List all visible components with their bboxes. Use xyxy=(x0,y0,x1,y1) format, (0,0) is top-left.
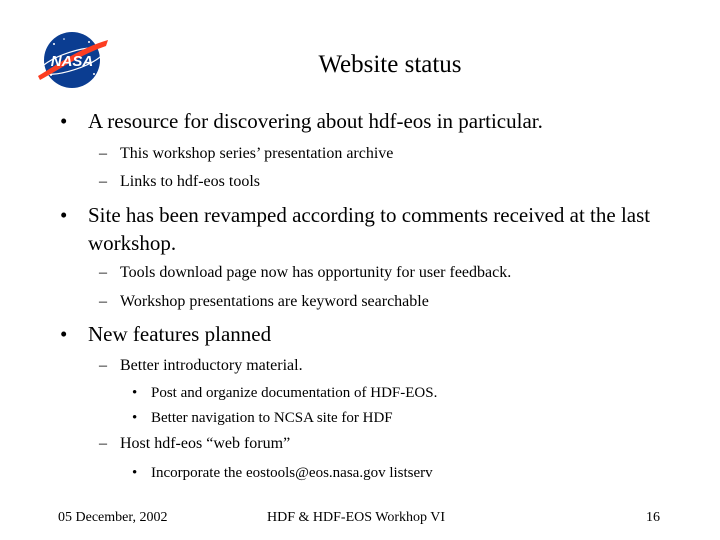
bullet-2-sub-1-text: Tools download page now has opportunity for user feedback. xyxy=(120,264,512,281)
bullet-3-text: New features planned xyxy=(88,322,272,346)
bullet-2-sub-2 xyxy=(99,292,429,312)
bullet-3-sub-1-item-2-text: Better navigation to NCSA site for HDF xyxy=(151,410,393,426)
bullet-3-sub-2-item-1 xyxy=(132,463,433,483)
bullet-3-sub-2-text: Host hdf-eos “web forum” xyxy=(120,435,291,452)
dash-glyph: – xyxy=(99,435,107,452)
bullet-1-sub-1-text: This workshop series’ presentation archive xyxy=(120,145,394,162)
bullet-1 xyxy=(60,107,543,135)
bullet-3-sub-1-item-1 xyxy=(132,383,438,403)
bullet-3-sub-1-item-2 xyxy=(132,408,393,428)
bullet-glyph: • xyxy=(132,410,138,426)
bullet-glyph: • xyxy=(60,109,68,133)
dash-glyph: – xyxy=(99,145,107,162)
page-number: 16 xyxy=(646,510,660,525)
bullet-3 xyxy=(60,320,272,348)
nasa-logo-text: NASA xyxy=(50,53,94,70)
bullet-2-text: Site has been revamped according to comments received at the last workshop. xyxy=(88,203,651,255)
bullet-3-sub-2-item-1-text: Incorporate the eostools@eos.nasa.gov listserv xyxy=(151,465,433,481)
dash-glyph: – xyxy=(99,293,107,310)
dash-glyph: – xyxy=(99,173,107,190)
slide-title: Website status xyxy=(318,51,462,78)
bullet-3-sub-1 xyxy=(99,356,303,376)
footer-title: HDF & HDF-EOS Workhop VI xyxy=(267,510,446,525)
bullet-glyph: • xyxy=(132,385,138,401)
bullet-2-sub-1 xyxy=(99,263,512,283)
footer-date: 05 December, 2002 xyxy=(58,510,168,525)
bullet-1-sub-2-text: Links to hdf-eos tools xyxy=(120,173,260,190)
dash-glyph: – xyxy=(99,357,107,374)
bullet-1-text: A resource for discovering about hdf-eos in particular. xyxy=(88,109,543,133)
bullet-glyph: • xyxy=(60,203,68,227)
bullet-2-sub-2-text: Workshop presentations are keyword searchable xyxy=(120,293,429,310)
dash-glyph: – xyxy=(99,264,107,281)
bullet-3-sub-1-text: Better introductory material. xyxy=(120,357,303,374)
bullet-glyph: • xyxy=(132,465,138,481)
bullet-3-sub-2 xyxy=(99,434,291,454)
nasa-logo xyxy=(34,30,110,90)
bullet-1-sub-1 xyxy=(99,144,394,164)
bullet-3-sub-1-item-1-text: Post and organize documentation of HDF-EOS. xyxy=(151,385,438,401)
bullet-2 xyxy=(60,201,660,255)
bullet-glyph: • xyxy=(60,322,68,346)
bullet-1-sub-2 xyxy=(99,172,260,192)
